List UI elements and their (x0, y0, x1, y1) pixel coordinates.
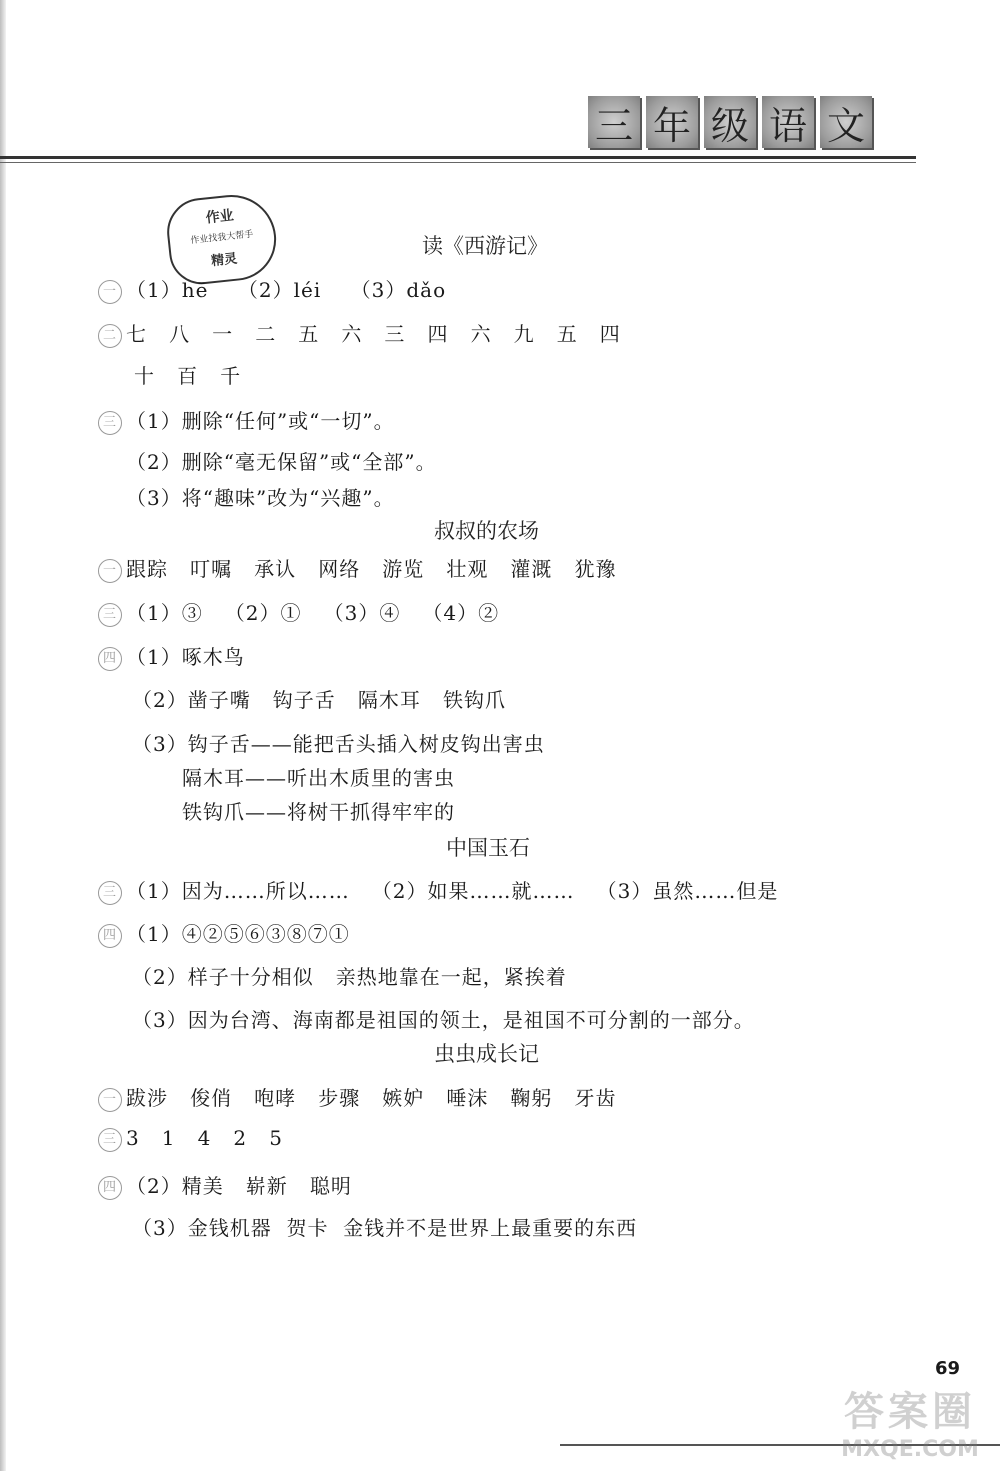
question-number-badge: 四 (98, 647, 122, 671)
answer-text: （2）删除“毫无保留”或“全部”。 (126, 450, 437, 474)
answer-text: （1）因为……所以…… （2）如果……就…… （3）虽然……但是 (126, 879, 779, 903)
question-number-badge: 一 (98, 280, 122, 304)
watermark-url: MXQE.COM (841, 1437, 979, 1462)
header-rule (0, 156, 916, 159)
answer-line (132, 1004, 755, 1033)
section-title: 读《西游记》 (422, 234, 548, 258)
header-title-char: 三 (588, 96, 640, 148)
watermark-logo (820, 1380, 1000, 1470)
answer-text: （1）④②⑤⑥③⑧⑦① (126, 922, 350, 946)
answer-line (182, 796, 455, 825)
answer-text: （1）hē （2）léi （3）dǎo (126, 278, 447, 302)
answer-line (98, 875, 778, 905)
page-edge-shadow (0, 0, 6, 1471)
answer-line (126, 446, 437, 475)
question-number-badge: 三 (98, 603, 122, 627)
header-rule-thin (0, 162, 916, 163)
stamp-line: 作业找我大帮手 (190, 229, 254, 247)
stamp-line: 作业 (204, 207, 235, 227)
answer-text: （1）③ （2）① （3）④ （4）② (126, 601, 500, 625)
question-number-badge: 三 (98, 411, 122, 435)
answer-text: 十 百 千 (134, 364, 242, 388)
answer-line (98, 641, 245, 671)
answer-line (98, 918, 350, 948)
header-title-char: 级 (704, 96, 756, 148)
stamp-seal (164, 191, 280, 288)
answer-text: （2）样子十分相似 亲热地靠在一起，紧挨着 (132, 965, 567, 989)
answer-line (98, 597, 499, 627)
answer-text: 隔木耳——听出木质里的害虫 (182, 766, 455, 790)
answer-line (98, 1126, 283, 1152)
answer-line (132, 728, 545, 757)
answer-line (132, 684, 506, 713)
answer-text: （3）金钱机器 贺卡 金钱并不是世界上最重要的东西 (132, 1216, 638, 1240)
question-number-badge: 一 (98, 559, 122, 583)
answer-line (132, 961, 567, 990)
answer-text: （3）因为台湾、海南都是祖国的领土，是祖国不可分割的一部分。 (132, 1008, 755, 1032)
section-title: 叔叔的农场 (434, 519, 539, 543)
answer-line (98, 274, 446, 304)
answer-text: 七 八 一 二 五 六 三 四 六 九 五 四 (126, 322, 621, 346)
answer-line (126, 482, 395, 511)
stamp-line: 精灵 (210, 251, 238, 270)
answer-line (98, 318, 621, 348)
header-title (588, 96, 872, 148)
answer-line (182, 762, 455, 791)
answer-text: （1）删除“任何”或“一切”。 (126, 409, 395, 433)
answer-text: （2）精美 崭新 聪明 (126, 1174, 352, 1198)
answer-text: （2）凿子嘴 钩子舌 隔木耳 铁钩爪 (132, 688, 506, 712)
answer-line (98, 1082, 617, 1112)
header-title-char: 文 (820, 96, 872, 148)
watermark-text: 答案圈 (844, 1389, 976, 1435)
header-title-char: 年 (646, 96, 698, 148)
answer-text: 跋涉 俊俏 咆哮 步骤 嫉妒 唾沫 鞠躬 牙齿 (126, 1086, 617, 1110)
section-title: 中国玉石 (446, 836, 530, 860)
answer-text: 跟踪 叮嘱 承认 网络 游览 壮观 灌溉 犹豫 (126, 557, 617, 581)
header-title-char: 语 (762, 96, 814, 148)
answer-line (132, 1212, 637, 1241)
question-number-badge: 三 (98, 1128, 122, 1152)
question-number-badge: 四 (98, 924, 122, 948)
answer-text: 铁钩爪——将树干抓得牢牢的 (182, 800, 455, 824)
question-number-badge: 三 (98, 881, 122, 905)
section-title: 虫虫成长记 (434, 1042, 539, 1066)
page-number: 69 (935, 1358, 961, 1379)
answer-line (98, 553, 617, 583)
question-number-badge: 四 (98, 1176, 122, 1200)
answer-text: （1）啄木鸟 (126, 645, 245, 669)
question-number-badge: 二 (98, 324, 122, 348)
answer-line (98, 405, 395, 435)
answer-text: 3 1 4 2 5 (126, 1126, 283, 1150)
answer-line (98, 1170, 352, 1200)
answer-text: （3）钩子舌——能把舌头插入树皮钩出害虫 (132, 732, 545, 756)
question-number-badge: 一 (98, 1088, 122, 1112)
answer-text: （3）将“趣味”改为“兴趣”。 (126, 486, 395, 510)
answer-line (134, 360, 241, 389)
